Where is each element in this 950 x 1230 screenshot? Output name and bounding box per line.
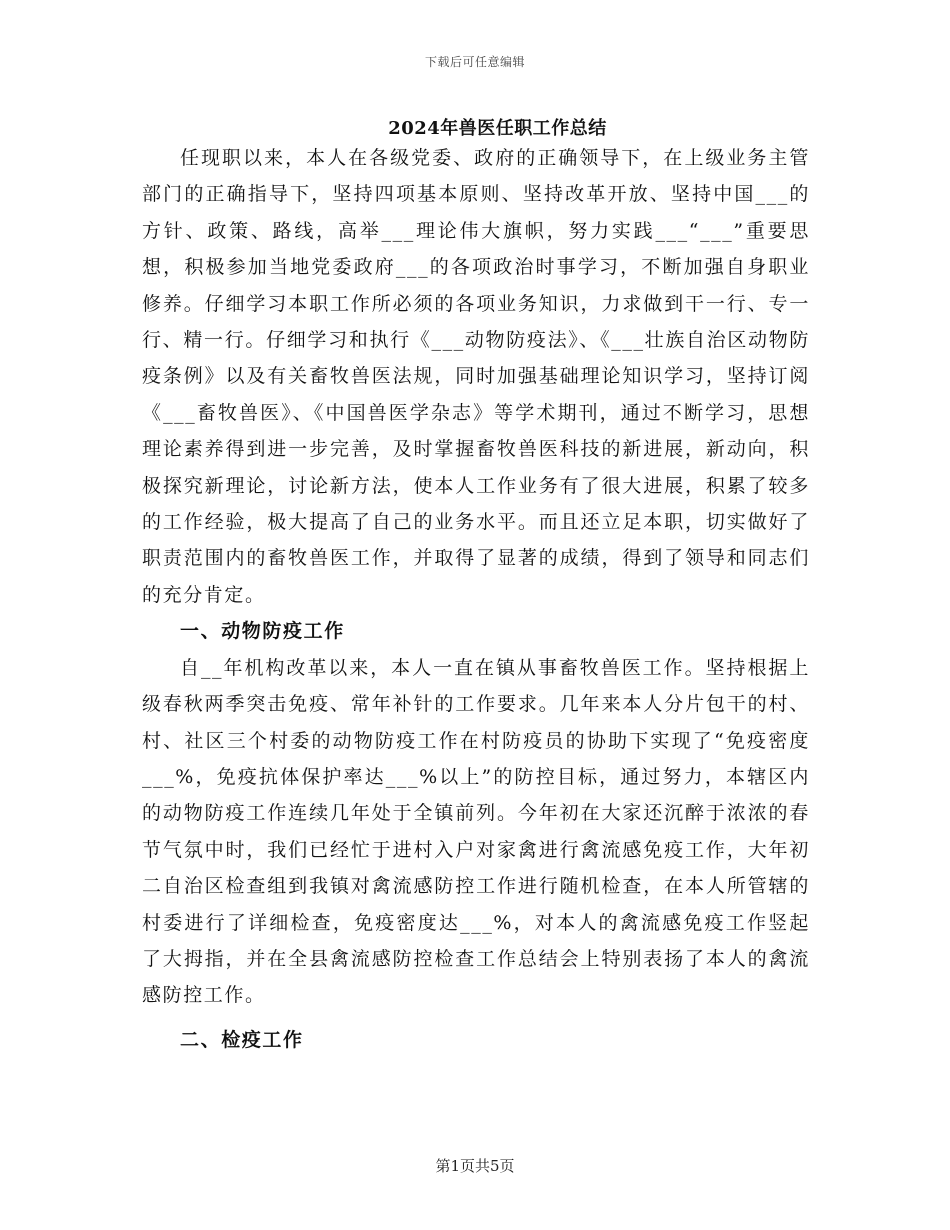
section-heading-animal-epidemic-prevention: 一、动物防疫工作	[180, 620, 345, 643]
intro-paragraph: 任现职以来，本人在各级党委、政府的正确领导下，在上级业务主管部门的正确指导下，坚持四项基本原则、坚持改革开放、坚持中国___的方针、政策、路线，高举___理论伟大旗帜，努力实践___“___”重要思想，积极参加当地党委政府___的各项政治时事学习，不断加强自身职业修养。仔细学习本职工作所必须的各项业务知识，力求做到干一行、专一行、精一行。仔细学习和执行《___动物防疫法》、《___壮族自治区动物防疫条例》以及有关畜牧兽医法规，同时加强基础理论知识学习，坚持订阅《___畜牧兽医》、《中国兽医学杂志》等学术期刊，通过不断学习，思想理论素养得到进一步完善，及时掌握畜牧兽医科技的新进展，新动向，积极探究新理论，讨论新方法，使本人工作业务有了很大进展，积累了较多的工作经验，极大提高了自己的业务水平。而且还立足本职，切实做好了职责范围内的畜牧兽医工作，并取得了显著的成绩，得到了领导和同志们的充分肯定。	[142, 147, 810, 606]
document-title: 2024年兽医任职工作总结	[388, 118, 607, 139]
section-heading-quarantine: 二、检疫工作	[180, 1028, 304, 1051]
page-number: 第1页共5页	[435, 1157, 515, 1175]
document-body	[142, 140, 810, 1058]
page-header-note: 下载后可任意编辑	[424, 55, 525, 69]
section-paragraph-animal-epidemic-prevention: 自__年机构改革以来，本人一直在镇从事畜牧兽医工作。坚持根据上级春秋两季突击免疫、常年补针的工作要求。几年来本人分片包干的村、村、社区三个村委的动物防疫工作在村防疫员的协助下实现了“免疫密度___%，免疫抗体保护率达___%以上”的防控目标，通过努力，本辖区内的动物防疫工作连续几年处于全镇前列。今年初在大家还沉醉于浓浓的春节气氛中时，我们已经忙于进村入户对家禽进行禽流感免疫工作，大年初二自治区检查组到我镇对禽流感防控工作进行随机检查，在本人所管辖的村委进行了详细检查，免疫密度达___%，对本人的禽流感免疫工作竖起了大拇指，并在全县禽流感防控检查工作总结会上特别表扬了本人的禽流感防控工作。	[142, 656, 810, 1007]
